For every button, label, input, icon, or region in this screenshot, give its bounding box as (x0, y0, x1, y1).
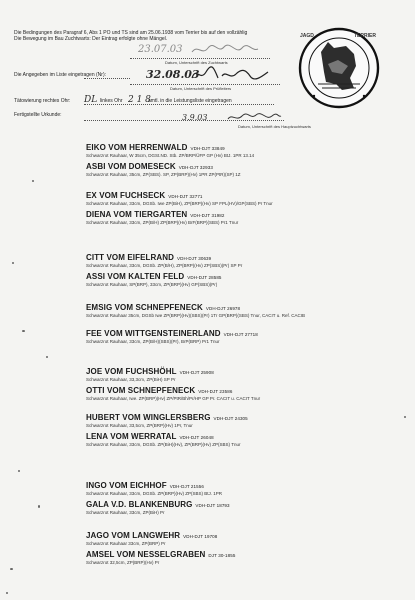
dog-name: ASSI VOM KALTEN FELD VDH-DJT 28585 (86, 272, 222, 281)
dog-details: Schwarzrot Rauhaar, SP(BRP), 33cm, ZP(BRP)(Hv) GP(SBS)(Pr) (86, 282, 218, 287)
logo-text-right: TERRIER (354, 33, 376, 39)
signature-caption-1: Datum, Unterschrift des Zuchtwarts (165, 60, 228, 65)
scan-speck (38, 505, 40, 508)
handwritten-date-3: 3.9.03 (182, 113, 208, 122)
scan-speck (18, 470, 20, 472)
dog-details: Schwarzrot 32,5cm, ZP(BRP)(Hv) Pr (86, 560, 160, 565)
dog-details: Schwarzrot Rauhaar, W 35cm, DGSt.ND. Stb. ZP/BRP/ÜFP GP (Hv) BtJ. 1PR 13.14 (86, 153, 255, 158)
scan-speck (32, 180, 34, 182)
signature-line-1 (130, 58, 270, 59)
pedigree-entry (86, 329, 386, 345)
label-entered: Die Angegeben im Liste eingetragen (Nr): (14, 72, 106, 78)
scan-speck (10, 568, 13, 570)
dog-details: Schwarzrot Rauhaar, 33cm, ZP(B/H)(SBS)(Pr), BrP(BRP) Pr1 Tnur (86, 339, 220, 344)
dog-name: ASBI VOM DOMESECK VDH-DJT 32933 (86, 162, 213, 171)
dog-name: INGO VOM EICHHOF VDH-DJT 21556 (86, 481, 204, 490)
pedigree-entry (86, 253, 386, 269)
dog-name: HUBERT VOM WINGLERSBERG VDH-DJT 24305 (86, 413, 248, 422)
tattoo-rule (84, 104, 274, 105)
tattoo-value-right: DL (84, 95, 98, 105)
dog-name: EMSIG VOM SCHNEPFENECK VDH-DJT 26978 (86, 303, 241, 312)
handwritten-date-2: 32.08.03 (146, 68, 200, 81)
dog-name: EX VOM FUCHSECK VDH-DJT 32771 (86, 191, 203, 200)
pedigree-entry (86, 413, 386, 429)
pedigree-entry (86, 367, 386, 383)
handwritten-date-1: 23.07.03 (138, 44, 183, 55)
dog-details: Schwarzrot Rauhaar, 33cm, DGSb. ZP(BiH)(Hv), ZP(BRP)(Hv) ZP(SBS) Tnur (86, 442, 241, 447)
dog-details: Schwarzrot Rauhaar, 33cm, DGSb. ZP(B/H), ZP(BRP)(Hv) ZP(SBS)(Pr) SP Pr (86, 263, 243, 268)
label-tattoo-end: amtl. in die Leistungsliste eingetragen (148, 98, 232, 104)
pedigree-entry (86, 143, 386, 159)
pedigree-entry (86, 500, 386, 516)
dog-details: Schwarzrot Rauhaar 33cm, ZP(BRP) Pr (86, 541, 166, 546)
pedigree-entry (86, 531, 386, 547)
entered-rule (84, 78, 130, 79)
dog-name: OTTI VOM SCHNEPFENECK VDH-DJT 23586 (86, 386, 233, 395)
pedigree-entry (86, 191, 386, 207)
pedigree-entry (86, 272, 386, 288)
dog-details: Schwarzrot Rauhaar, 33cm, DGSb. Iwe ZP(BiH), ZP(BRP)(Hv) SP FPL(HV)/GP(SBS) Pr Tnur (86, 201, 273, 206)
dog-name: LENA VOM WERRATAL VDH-DJT 26048 (86, 432, 214, 441)
scan-speck (22, 330, 25, 332)
pedigree-entry (86, 550, 386, 566)
dog-details: Schwarzrot Rauhaar, 35cm, ZP(SBS). SP, ZP(BRP)(Hv) 1PR ZP(PtR)(SP) 1Z (86, 172, 241, 177)
dog-name: DIENA VOM TIERGARTEN VDH-DJT 31982 (86, 210, 225, 219)
signature-zuchtwart (190, 42, 260, 58)
pedigree-entry (86, 162, 386, 178)
dog-details: Schwarzrot Rauhaar, 33,5cm, ZP(BRP)(Hv) 1Pr, Tnur (86, 423, 193, 428)
header-line-1: Die Bedingungen des Paragraf 6, Abs 1 PO und TS sind am 25.06.1938 vom Terrier bis auf den vollzählig (14, 30, 248, 36)
signature-caption-2: Datum, Unterschrift des Prüfleiters (170, 86, 232, 91)
signature-caption-3: Datum, Unterschrift des Hauptzuchtwarts (238, 124, 311, 129)
scan-speck (46, 356, 48, 358)
pedigree-entry (86, 386, 386, 402)
signature-line-2 (130, 84, 280, 85)
signature-pruefleiter (190, 64, 270, 84)
checked-rule (84, 120, 284, 121)
dog-name: JAGO VOM LANGWEHR VDH-DJT 19708 (86, 531, 218, 540)
dog-details: Schwarzrot Rauhaar, 33cm, ZP(BiH) Pr (86, 510, 165, 515)
dog-name: GALA V.D. BLANKENBURG VDH-DJT 18793 (86, 500, 230, 509)
label-tattoo: Tätowierung rechtes Ohr: (14, 98, 71, 104)
pedigree-entry (86, 481, 386, 497)
scan-speck (404, 416, 406, 418)
dog-details: Schwarzrot Rauhaar, Iwe. ZP(BRP)(Hv) ZP/PtR/Bh/Pr/HP GP Pr. CACIT u. CACIT Tnur (86, 396, 261, 401)
dog-details: Schwarzrot Rauhaar, 33,3cm, ZP(BiH) SP Pr (86, 377, 176, 382)
dog-name: EIKO VOM HERRENWALD VDH-DJT 33849 (86, 143, 225, 152)
dog-name: CITT VOM EIFELRAND VDH-DJT 30639 (86, 253, 212, 262)
dog-name: FEE VOM WITTGENSTEINERLAND VDH-DJT 27718 (86, 329, 258, 338)
dog-name: JOE VOM FUCHSHÖHL VDH-DJT 25908 (86, 367, 214, 376)
label-checked: Fertigstellte Urkunde: (14, 112, 62, 118)
pedigree-entry (86, 432, 386, 448)
dog-details: Schwarzrot Rauhaar, 33cm, ZP(B/H) ZP(BRP)(Hv) BrF(BRP)(SBS) Pr1 Tnur (86, 220, 239, 225)
pedigree-entry (86, 210, 386, 226)
scan-speck (6, 592, 8, 594)
dog-name: AMSEL VOM NESSELGRABEN DJT 30-1855 (86, 550, 236, 559)
scan-speck (12, 262, 14, 264)
pedigree-entry (86, 303, 386, 319)
label-tattoo-mid: linkes Ohr (100, 98, 123, 104)
tattoo-value-left: 2 1 8 (128, 95, 151, 105)
header-line-2: Die Bewegung im Bau Zuchtwarts: Der Eintrag erfolgte ohne Mängel. (14, 36, 168, 42)
logo-text-left: JAGD (300, 33, 314, 39)
signature-hauptzuchtwart (226, 110, 282, 124)
dog-details: Schwarzrot Rauhaar, 33cm, DGSb. ZP(BRP)(Hv) ZP(SBS) BtJ. 1PR (86, 491, 223, 496)
dog-details: Schwarzrot Rauhaar 35cm, DGSb Iwe ZP(BRP)(Hv)(SBS)(Pr) 1Tr GP(BRP)(SBS) Tnur, CACIT u. Ref. CACIB (86, 313, 305, 318)
